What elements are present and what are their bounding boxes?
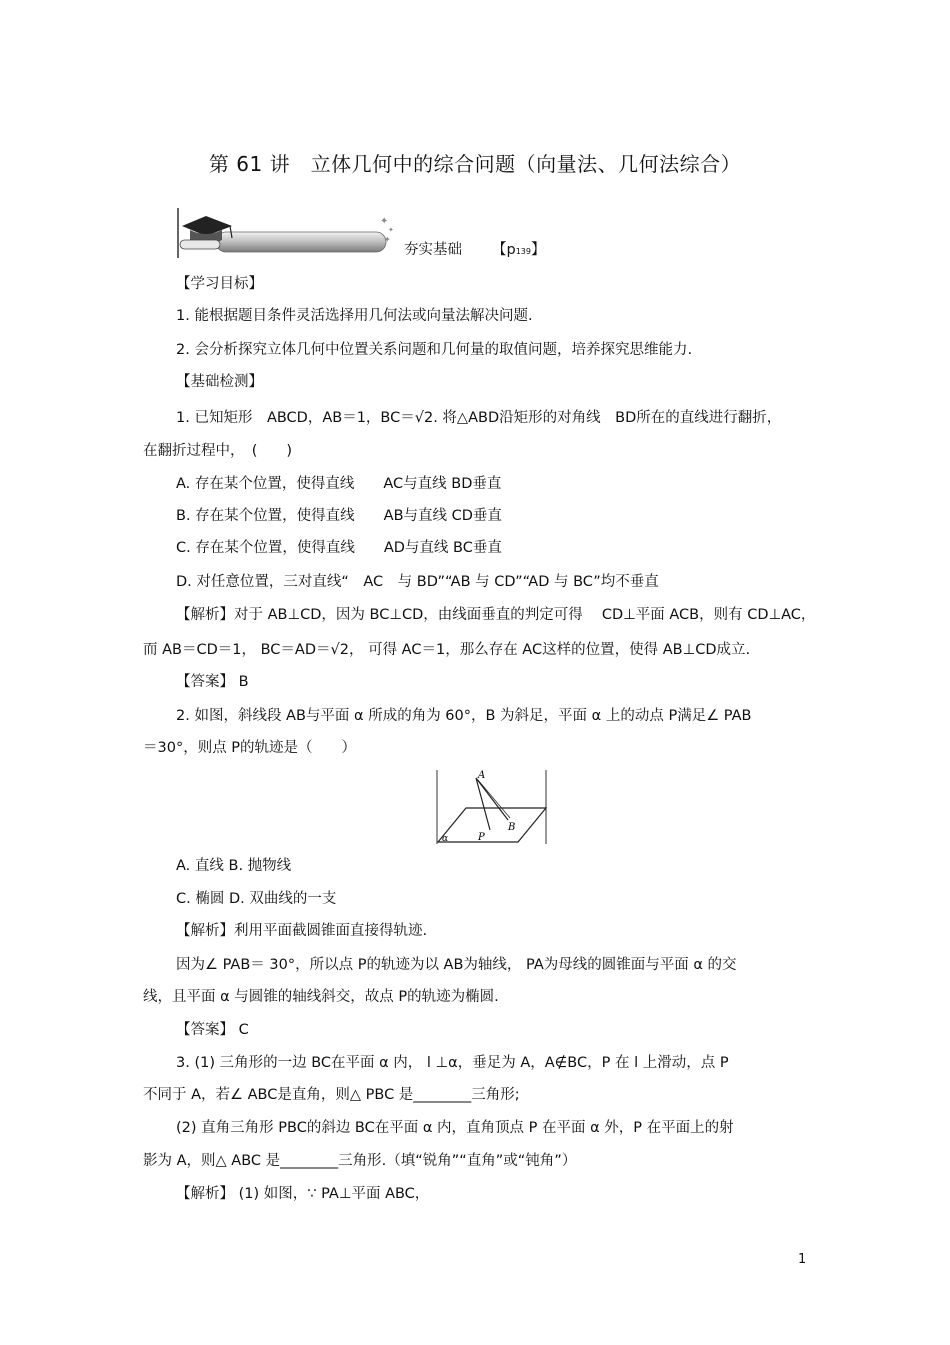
q1-stem-line1: 1. 已知矩形 ABCD，AB＝1，BC＝√2. 将△ABD沿矩形的对角线 BD所在的直线进行翻折， (176, 410, 782, 426)
q1-option-c: C. 存在某个位置，使得直线 AD与直线 BC垂直 (176, 540, 502, 556)
page-title: 第 61 讲 立体几何中的综合问题（向量法、几何法综合） (208, 152, 742, 176)
goal-1: 1. 能根据题目条件灵活选择用几何法或向量法解决问题. (176, 308, 533, 324)
figure-label-a: A (478, 770, 486, 781)
q3-part2-line1: (2) 直角三角形 PBC的斜边 BC在平面 α 内，直角顶点 P 在平面 α 外，P 在平面上的射 (176, 1120, 734, 1136)
page-reference: 【p139】 (492, 242, 546, 258)
q2-stem-line1: 2. 如图，斜线段 AB与平面 α 所成的角为 60°，B 为斜足，平面 α 上的动点 P满足∠ PAB (176, 708, 752, 724)
q2-options-cd: C. 椭圆 D. 双曲线的一支 (176, 891, 337, 907)
q1-option-b: B. 存在某个位置，使得直线 AB与直线 CD垂直 (176, 508, 502, 524)
svg-text:✦: ✦ (388, 226, 394, 234)
q3-analysis-line1: 【解析】 (1) 如图，∵ PA⊥平面 ABC， (176, 1186, 430, 1202)
banner-label: 夯实基础 (404, 242, 462, 258)
q3-part2-line2: 影为 A，则△ ABC 是________三角形.（填“锐角”“直角”或“钝角”） (143, 1153, 577, 1169)
q1-stem-line2: 在翻折过程中， ( ) (143, 443, 293, 459)
q1-option-d: D. 对任意位置，三对直线“ AC 与 BD”“AB 与 CD”“AD 与 BC”均不垂直 (176, 574, 659, 590)
svg-text:✦: ✦ (384, 235, 391, 244)
q2-options-ab: A. 直线 B. 抛物线 (176, 858, 292, 874)
svg-text:✦: ✦ (380, 216, 389, 227)
page-number: 1 (798, 1252, 807, 1267)
section-banner (176, 208, 402, 258)
q2-stem-line2: ＝30°，则点 P的轨迹是（ ） (143, 740, 357, 756)
goal-2: 2. 会分析探究立体几何中位置关系问题和几何量的取值问题，培养探究思维能力. (176, 342, 693, 358)
heading-basic-test: 【基础检测】 (176, 374, 263, 390)
q1-analysis-line2: 而 AB＝CD＝1， BC＝AD＝√2， 可得 AC＝1，那么存在 AC这样的位置，使得 AB⊥CD成立. (143, 642, 751, 658)
q1-answer: 【答案】 B (176, 674, 249, 690)
q3-part1-line1: 3. (1) 三角形的一边 BC在平面 α 内， l ⊥α，垂足为 A，A∉BC，P 在 l 上滑动，点 P (176, 1055, 729, 1071)
figure-label-b: B (508, 822, 516, 833)
q1-analysis-line1: 【解析】对于 AB⊥CD，因为 BC⊥CD，由线面垂直的判定可得 CD⊥平面 ACB，则有 CD⊥AC， (176, 607, 816, 623)
figure-label-alpha: α (442, 834, 449, 844)
q2-analysis-line1: 【解析】利用平面截圆锥面直接得轨迹. (176, 923, 428, 939)
figure-label-p: P (478, 832, 485, 843)
q1-option-a: A. 存在某个位置，使得直线 AC与直线 BD垂直 (176, 476, 502, 492)
q2-analysis-line3: 线，且平面 α 与圆锥的轴线斜交，故点 P的轨迹为椭圆. (143, 989, 499, 1005)
plane-oblique-line-figure (436, 770, 548, 846)
q2-analysis-line2: 因为∠ PAB＝ 30°，所以点 P的轨迹为以 AB为轴线， PA为母线的圆锥面与平面 α 的交 (176, 957, 737, 973)
q3-part1-line2: 不同于 A，若∠ ABC是直角，则△ PBC 是________三角形; (143, 1087, 520, 1103)
heading-learning-goals: 【学习目标】 (176, 276, 263, 292)
q2-answer: 【答案】 C (176, 1022, 249, 1038)
